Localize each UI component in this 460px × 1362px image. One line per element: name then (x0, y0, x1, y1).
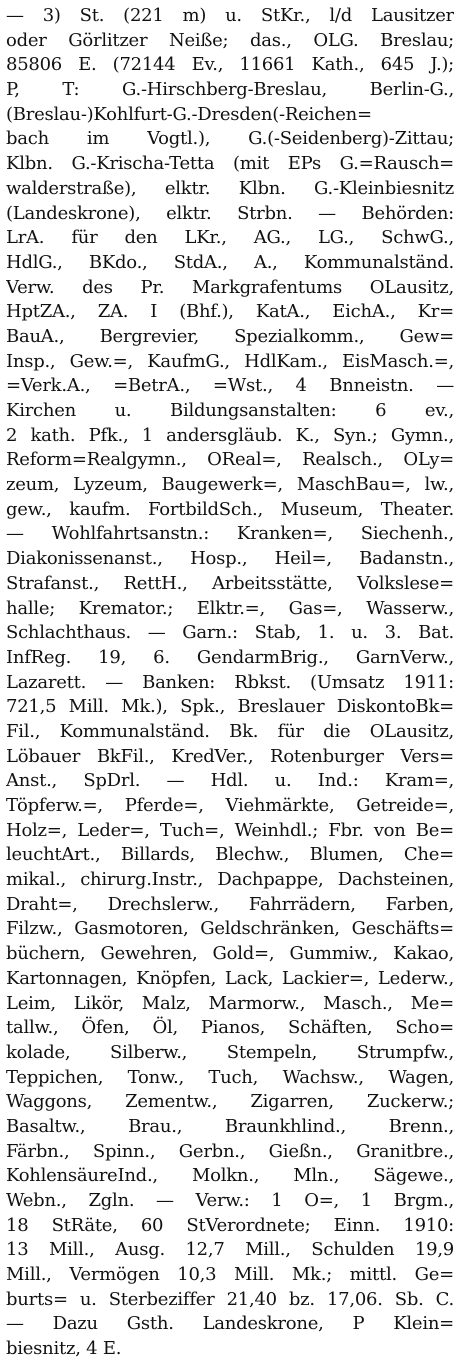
text-line: halle; Kremator.; Elktr.=, Gas=, Wasserw., (6, 597, 454, 619)
text-line: bach im Vogtl.), G.(-Seidenberg)-Zittau; (6, 128, 454, 150)
text-line: Mill., Vermögen 10,3 Mill. Mk.; mittl. Ge= (6, 1264, 454, 1286)
text-line: BauA., Bergrevier, Spezialkomm., Gew= (6, 325, 454, 347)
text-line: Kirchen u. Bildungsanstalten: 6 ev., (6, 400, 454, 421)
text-line: Lazarett. — Banken: Rbkst. (Umsatz 1911: (6, 671, 454, 693)
text-line: Schlachthaus. — Garn.: Stab, 1. u. 3. Bat. (6, 622, 454, 644)
text-line: büchern, Gewehren, Gold=, Gummiw., Kakao, (6, 943, 454, 965)
text-line: Waggons, Zementw., Zigarren, Zuckerw.; (6, 1091, 454, 1113)
text-line: Reform=Realgymn., OReal=, Realsch., OLy= (6, 449, 454, 471)
text-line: Leim, Likör, Malz, Marmorw., Masch., Me= (6, 992, 454, 1014)
text-line: Klbn. G.-Krischa-Tetta (mit EPs G.=Rausch= (6, 153, 454, 175)
text-line: Färbn., Spinn., Gerbn., Gießn., Granitbre., (6, 1140, 454, 1162)
text-line: Löbauer BkFil., KredVer., Rotenburger Vers= (6, 745, 454, 767)
text-line: walderstraße), elktr. Klbn. G.-Kleinbiesnitz (6, 177, 454, 199)
text-line: HdlG., BKdo., StdA., A., Kommunalständ. (6, 251, 454, 273)
text-line: zeum, Lyzeum, Baugewerk=, MaschBau=, lw., (6, 474, 454, 496)
text-line: Filzw., Gasmotoren, Geldschränken, Geschäfts= (6, 918, 454, 940)
text-line: HptZA., ZA. I (Bhf.), KatA., EichA., Kr= (6, 301, 454, 323)
text-line: (Breslau-)Kohlfurt-G.-Dresden(-Reichen= (6, 103, 372, 125)
text-line: kolade, Silberw., Stempeln, Strumpfw., (6, 1041, 454, 1063)
text-line: P, T: G.-Hirschberg-Breslau, Berlin-G., (6, 79, 454, 101)
text-line: oder Görlitzer Neiße; das., OLG. Breslau; (6, 29, 454, 51)
text-line: Fil., Kommunalständ. Bk. für die OLausitz, (6, 720, 454, 742)
text-line: Diakonissenanst., Hosp., Heil=, Badanstn., (6, 548, 454, 570)
text-line: burts= u. Sterbeziffer 21,40 bz. 17,06. Sb. C. (6, 1288, 454, 1310)
text-line: 85806 E. (72144 Ev., 11661 Kath., 645 J.); (6, 54, 454, 76)
text-line: =Verk.A., =BetrA., =Wst., 4 Bnneistn. — (6, 375, 454, 397)
text-line: 18 StRäte, 60 StVerordnete; Einn. 1910: (6, 1214, 454, 1236)
text-line: Basaltw., Brau., Braunkhlind., Brenn., (6, 1115, 454, 1137)
text-line: gew., kaufm. FortbildSch., Museum, Theater. (6, 498, 454, 520)
text-line: LrA. für den LKr., AG., LG., SchwG., (6, 227, 454, 249)
text-line: Teppichen, Tonw., Tuch, Wachsw., Wagen, (6, 1066, 454, 1088)
text-line: Insp., Gew.=, KaufmG., HdlKam., EisMasch.=, (6, 350, 454, 372)
text-line: KohlensäureInd., Molkn., Mln., Sägewe., (6, 1165, 454, 1187)
text-line: Kartonnagen, Knöpfen, Lack, Lackier=, Lederw., (6, 967, 454, 989)
text-line: Anst., SpDrl. — Hdl. u. Ind.: Kram=, (6, 770, 454, 792)
text-line: Töpferw.=, Pferde=, Viehmärkte, Getreide=, (6, 795, 454, 816)
text-line: 13 Mill., Ausg. 12,7 Mill., Schulden 19,9 (6, 1239, 454, 1261)
text-line: biesnitz, 4 E. (6, 1338, 122, 1360)
text-line: — Dazu Gsth. Landeskrone, P Klein= (6, 1313, 454, 1335)
text-line: mikal., chirurg.Instr., Dachpappe, Dachsteinen, (6, 869, 454, 891)
text-line: Verw. des Pr. Markgrafentums OLausitz, (6, 276, 454, 298)
text-line: 721,5 Mill. Mk.), Spk., Breslauer DiskontoBk= (6, 696, 454, 718)
text-line: tallw., Öfen, Öl, Pianos, Schäften, Scho= (6, 1017, 454, 1039)
text-line: (Landeskrone), elktr. Strbn. — Behörden: (6, 202, 454, 224)
text-line: 2 kath. Pfk., 1 andersgläub. K., Syn.; Gymn., (6, 424, 454, 446)
text-line: InfReg. 19, 6. GendarmBrig., GarnVerw., (6, 646, 454, 668)
text-line: — 3) St. (221 m) u. StKr., l/d Lausitzer (6, 5, 454, 26)
text-line: Holz=, Leder=, Tuch=, Weinhdl.; Fbr. von Be= (6, 819, 454, 841)
text-line: — Wohlfahrtsanstn.: Kranken=, Siechenh., (6, 523, 454, 545)
text-line: Webn., Zgln. — Verw.: 1 O=, 1 Brgm., (6, 1190, 454, 1211)
text-line: Strafanst., RettH., Arbeitsstätte, Volkslese= (6, 572, 454, 594)
text-line: leuchtArt., Billards, Blechw., Blumen, Che= (6, 844, 454, 866)
text-line: Draht=, Drechslerw., Fahrrädern, Farben, (6, 893, 454, 915)
